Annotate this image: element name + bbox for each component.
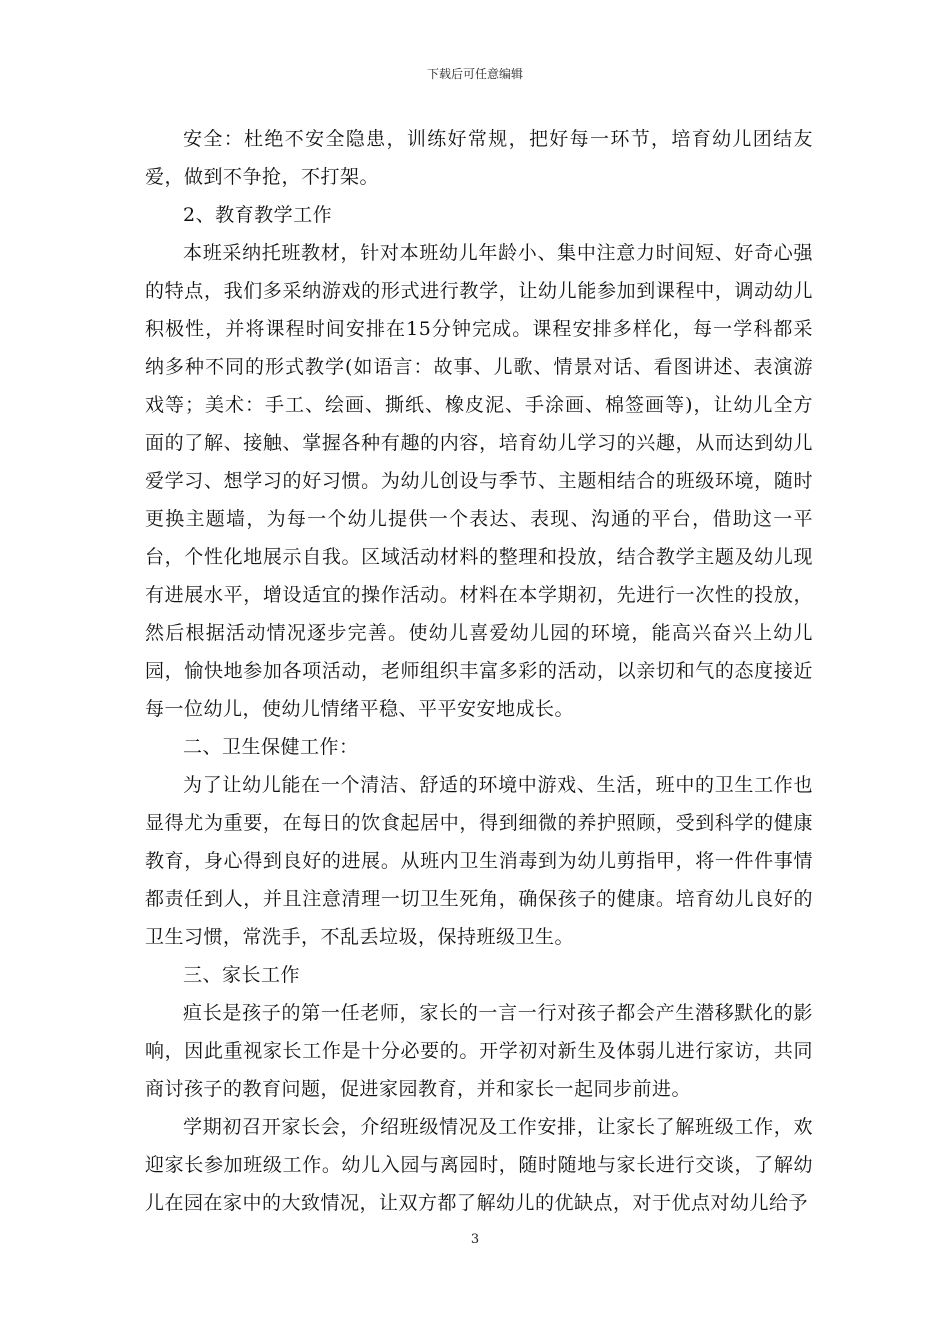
paragraph-teaching: 本班采纳托班教材，针对本班幼儿年龄小、集中注意力时间短、好奇心强的特点，我们多采纳游戏的形式进行教学，让幼儿能参加到课程中，调动幼儿积极性，并将课程时间安排在15分钟完成。课程安排多样化，每一学科都采纳多种不同的形式教学(如语言：故事、儿歌、情景对话、看图讲述、表演游戏等；美术：手工、绘画、撕纸、橡皮泥、手涂画、棉签画等)，让幼儿全方面的了解、接触、掌握各种有趣的内容，培育幼儿学习的兴趣，从而达到幼儿爱学习、想学习的好习惯。为幼儿创设与季节、主题相结合的班级环境，随时更换主题墙，为每一个幼儿提供一个表达、表现、沟通的平台，借助这一平台，个性化地展示自我。区域活动材料的整理和投放，结合教学主题及幼儿现有进展水平，增设适宜的操作活动。材料在本学期初，先进行一次性的投放，然后根据活动情况逐步完善。使幼儿喜爱幼儿园的环境，能高兴奋兴上幼儿园，愉快地参加各项活动，老师组织丰富多彩的活动，以亲切和气的态度接近每一位幼儿，使幼儿情绪平稳、平平安安地成长。 bbox=[145, 242, 813, 720]
page-number: 3 bbox=[470, 1232, 480, 1247]
section-heading-health: 二、卫生保健工作： bbox=[183, 736, 359, 758]
document-body bbox=[145, 120, 813, 1222]
paragraph-safety: 安全：杜绝不安全隐患，训练好常规，把好每一环节，培育幼儿团结友爱，做到不争抢，不打架。 bbox=[145, 128, 813, 188]
section-heading-teaching: 2、教育教学工作 bbox=[183, 204, 333, 226]
paragraph-parents-2: 学期初召开家长会，介绍班级情况及工作安排，让家长了解班级工作，欢迎家长参加班级工作。幼儿入园与离园时，随时随地与家长进行交谈，了解幼儿在园在家中的大致情况，让双方都了解幼儿的优缺点，对于优点对幼儿给予 bbox=[145, 1116, 813, 1214]
page-header: 下载后可任意编辑 bbox=[426, 67, 523, 81]
paragraph-health: 为了让幼儿能在一个清洁、舒适的环境中游戏、生活，班中的卫生工作也显得尤为重要，在每日的饮食起居中，得到细微的养护照顾，受到科学的健康教育，身心得到良好的进展。从班内卫生消毒到为幼儿剪指甲，将一件件事情都责任到人，并且注意清理一切卫生死角，确保孩子的健康。培育幼儿良好的卫生习惯，常洗手，不乱丢垃圾，保持班级卫生。 bbox=[145, 774, 813, 948]
section-heading-parents: 三、家长工作 bbox=[183, 964, 301, 986]
paragraph-parents-1: 疸长是孩子的第一任老师，家长的一言一行对孩子都会产生潜移默化的影响，因此重视家长工作是十分必要的。开学初对新生及体弱儿进行家访，共同商讨孩子的教育问题，促进家园教育，并和家长一起同步前进。 bbox=[145, 1002, 813, 1100]
